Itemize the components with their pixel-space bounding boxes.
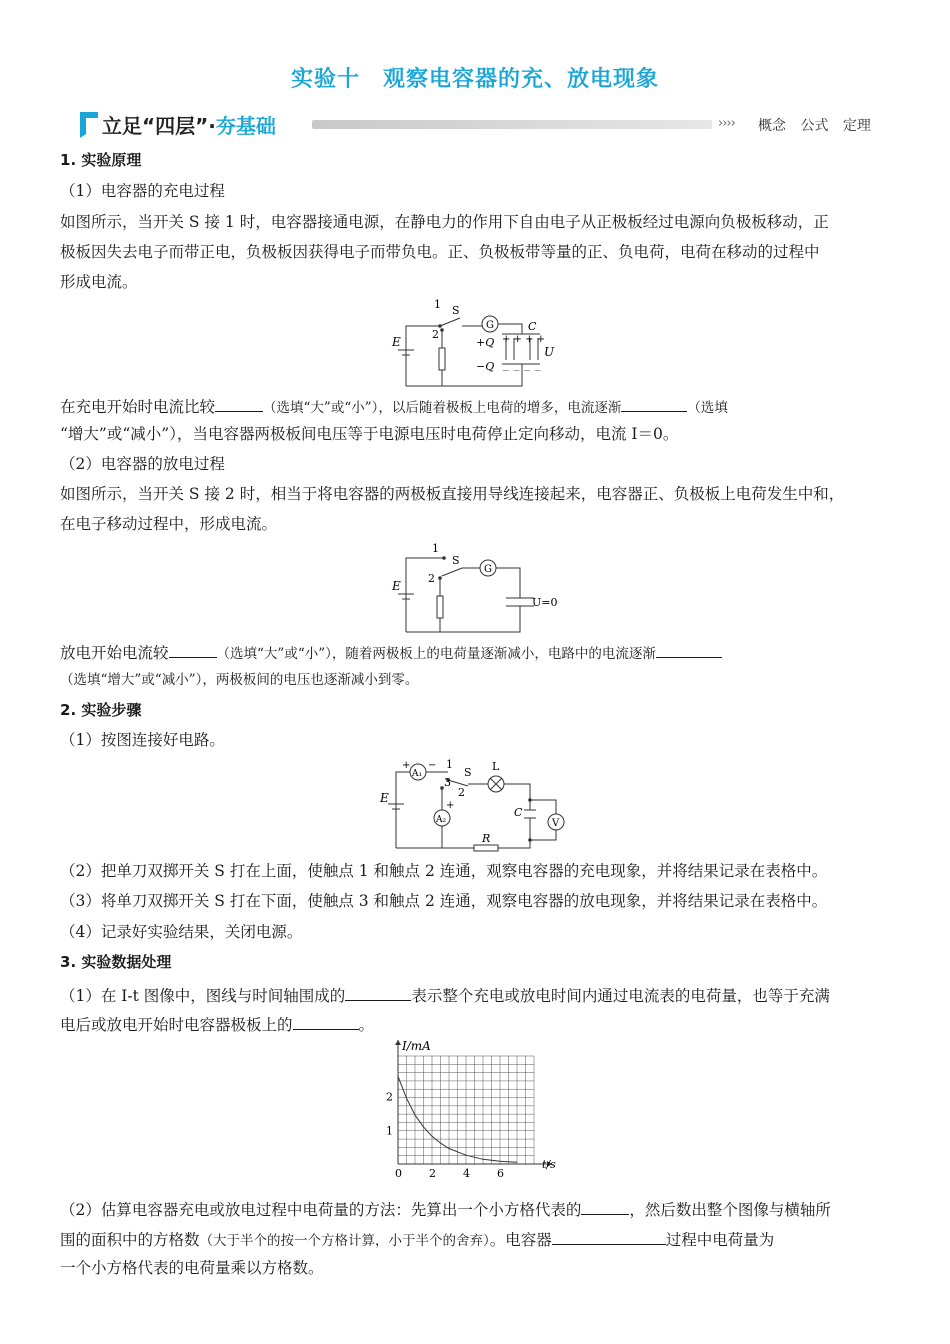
- chart-x-label: t/s: [542, 1158, 556, 1171]
- fig1-label-plusQ: +Q: [476, 336, 495, 349]
- answer-blank[interactable]: [345, 984, 411, 1001]
- fig3-label-A2: A₂: [436, 815, 447, 825]
- fig3-label-V: V: [552, 818, 560, 829]
- s1-sub1: （1）电容器的充电过程: [60, 182, 225, 200]
- fig2-label-S: S: [452, 554, 460, 567]
- banner-tags: 概念 公式 定理: [758, 118, 871, 134]
- s3-l1: [60, 984, 830, 1006]
- s3-l4-post: 过程中电荷量为: [665, 1231, 775, 1249]
- y-axis-arrow: [395, 1040, 401, 1045]
- fig1-label-C: C: [528, 320, 537, 333]
- fig3-label-minus: −: [428, 760, 437, 771]
- answer-blank[interactable]: [656, 641, 722, 658]
- q2a-mid: （选填“大”或“小”），随着两极板上的电荷量逐渐减小，电路中的电流逐渐: [216, 646, 656, 662]
- experiment-circuit-diagram: [376, 756, 588, 856]
- fig2-label-E: E: [392, 579, 401, 593]
- s3-l4-pre: 围的面积中的方格数: [60, 1231, 200, 1249]
- fig1-label-E: E: [392, 335, 401, 349]
- fig2-label-G: G: [484, 564, 492, 575]
- fig3-label-1: 1: [446, 758, 453, 771]
- banner-label: [102, 110, 276, 139]
- s3-l3-post: ，然后数出整个图像与横轴所: [629, 1201, 831, 1219]
- banner-label-accent: 夯基础: [215, 114, 276, 138]
- x-tick-label: 6: [497, 1167, 504, 1180]
- answer-blank[interactable]: [581, 1198, 629, 1215]
- fig3-label-A2-plus: +: [446, 800, 455, 811]
- s3-l2: [60, 1013, 374, 1035]
- fig3-label-A1: A₁: [412, 769, 423, 779]
- banner-label-main: 立足“四层”·: [102, 114, 216, 138]
- banner-arrows: ››››: [718, 116, 735, 131]
- x-tick-label: 2: [429, 1167, 436, 1180]
- answer-blank[interactable]: [215, 395, 263, 412]
- page-title: 实验十 观察电容器的充、放电现象: [290, 67, 659, 92]
- fig2-label-2: 2: [428, 572, 435, 585]
- s1-q1b: “增大”或“减小”），当电容器两极板间电压等于电源电压时电荷停止定向移动，电流 I＝0。: [60, 425, 679, 443]
- fig1-minus-charges: － － － －: [502, 366, 542, 375]
- s2-l2: （2）把单刀双掷开关 S 打在上面，使触点 1 和触点 2 连通，观察电容器的充电现象，并将结果记录在表格中。: [60, 862, 828, 880]
- fig3-label-S: S: [464, 766, 472, 779]
- q1a-post: （选填: [687, 400, 728, 416]
- x-tick-label: 4: [463, 1167, 470, 1180]
- discharging-circuit-diagram: [384, 540, 574, 636]
- fig3-label-plus: +: [402, 760, 411, 771]
- fig1-label-2: 2: [432, 328, 439, 341]
- y-tick-label: 1: [386, 1124, 393, 1138]
- s1-sub2: （2）电容器的放电过程: [60, 455, 225, 473]
- s3-l1-pre: （1）在 I-t 图像中，图线与时间轴围成的: [60, 987, 346, 1005]
- fig1-plus-charges: + + + +: [502, 334, 546, 345]
- fig1-label-S: S: [452, 304, 460, 317]
- s1-p1a: 如图所示，当开关 S 接 1 时，电容器接通电源，在静电力的作用下自由电子从正极板经过电源向负极板移动，正: [60, 213, 829, 231]
- fig1-label-U: U: [544, 345, 555, 359]
- s1-q1a: [60, 395, 728, 418]
- heading-text: . 实验原理: [70, 151, 142, 169]
- heading-text: . 实验步骤: [70, 701, 142, 719]
- fig2-label-U0: U=0: [532, 596, 558, 609]
- chart-axes: [395, 1040, 552, 1167]
- answer-blank[interactable]: [552, 1228, 666, 1245]
- fig3-label-3: 3: [444, 776, 451, 789]
- answer-blank[interactable]: [621, 395, 687, 412]
- s3-l4-mid: 。电容器: [489, 1231, 552, 1249]
- s3-l3: [60, 1198, 831, 1220]
- heading-number: 3: [60, 953, 71, 971]
- fig3-label-2: 2: [458, 786, 465, 799]
- s3-l2-pre: 电后或放电开始时电容器极板上的: [60, 1016, 293, 1034]
- chart-grid: [398, 1056, 534, 1164]
- chart-ticks: [386, 1091, 504, 1181]
- fig2-label-1: 1: [432, 542, 439, 555]
- q1a-pre: 在充电开始时电流比较: [60, 398, 216, 416]
- s1-p2a: 如图所示，当开关 S 接 2 时，相当于将电容器的两极板直接用导线连接起来，电容器正、负极板上电荷发生中和，: [60, 485, 845, 503]
- fig3-label-C: C: [514, 806, 523, 819]
- fig3-label-R: R: [482, 832, 491, 845]
- s1-p1b: 极板因失去电子而带正电，负极板因获得电子而带负电。正、负极板带等量的正、负电荷，电荷在移动的过程中: [60, 243, 820, 261]
- heading-text: . 实验数据处理: [70, 953, 172, 971]
- current-time-chart: [372, 1036, 572, 1182]
- chart-y-label: I/mA: [402, 1039, 431, 1053]
- s3-l1-post: 表示整个充电或放电时间内通过电流表的电荷量，也等于充满: [411, 987, 830, 1005]
- q1a-mid: （选填“大”或“小”），以后随着极板上电荷的增多，电流逐渐: [263, 400, 622, 416]
- s3-l3-pre: （2）估算电容器充电或放电过程中电荷量的方法：先算出一个小方格代表的: [60, 1201, 582, 1219]
- banner-bar: [312, 120, 712, 129]
- s1-q2a: [60, 641, 722, 664]
- heading-number: 2: [60, 701, 71, 719]
- answer-blank[interactable]: [293, 1013, 359, 1030]
- s3-l4: [60, 1228, 774, 1251]
- s2-l4: （4）记录好实验结果，关闭电源。: [60, 923, 303, 941]
- s1-q2b: （选填“增大”或“减小”），两极板间的电压也逐渐减小到零。: [60, 672, 419, 688]
- section-banner: [74, 108, 884, 142]
- q2a-pre: 放电开始电流较: [60, 644, 169, 662]
- fig3-label-L: L: [492, 760, 500, 773]
- section-2-heading: [60, 700, 141, 720]
- s2-l3: （3）将单刀双掷开关 S 打在下面，使触点 3 和触点 2 连通，观察电容器的放电现象，并将结果记录在表格中。: [60, 892, 828, 910]
- s3-l2-post: 。: [358, 1016, 375, 1034]
- fig1-label-G: G: [486, 320, 494, 331]
- y-tick-label: 2: [386, 1090, 393, 1104]
- fig1-label-1: 1: [434, 298, 441, 311]
- s3-l5: 一个小方格代表的电荷量乘以方格数。: [60, 1259, 324, 1277]
- fig1-label-minusQ: −Q: [476, 360, 495, 373]
- heading-number: 1: [60, 151, 71, 169]
- section-1-heading: [60, 150, 141, 170]
- s1-p2b: 在电子移动过程中，形成电流。: [60, 515, 278, 533]
- s2-l1: （1）按图连接好电路。: [60, 731, 225, 749]
- x-tick-label: 0: [395, 1167, 402, 1180]
- fig3-label-E: E: [380, 791, 389, 805]
- section-3-heading: [60, 952, 171, 972]
- s3-l4-small: （大于半个的按一个方格计算，小于半个的舍弃）: [199, 1233, 490, 1249]
- charging-circuit-diagram: [384, 296, 564, 392]
- answer-blank[interactable]: [169, 641, 217, 658]
- s1-p1c: 形成电流。: [60, 273, 138, 291]
